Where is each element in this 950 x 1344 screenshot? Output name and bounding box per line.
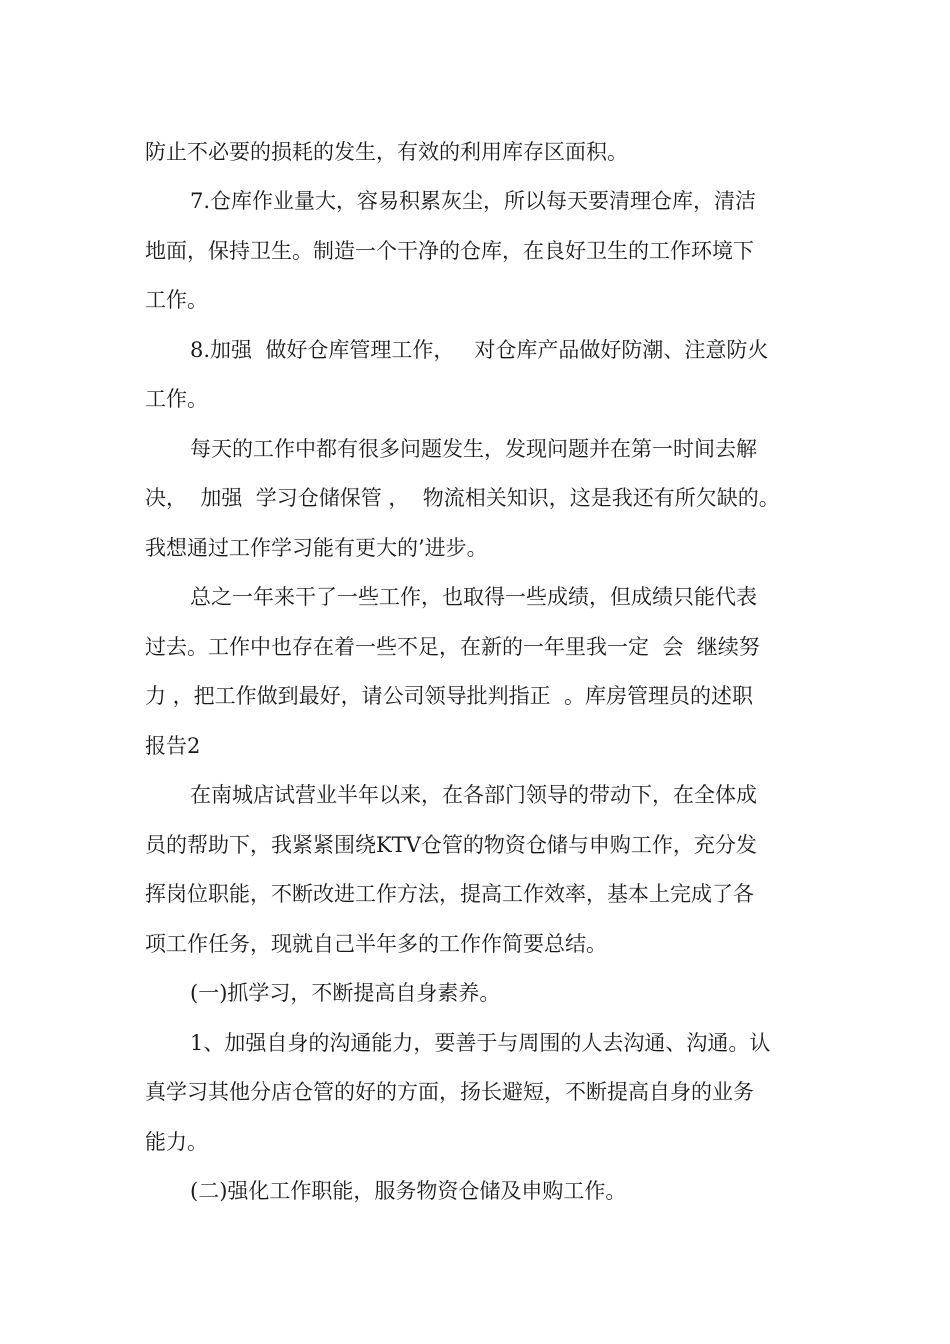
text-line: 报告2 xyxy=(145,734,201,758)
text-line: 过去。工作中也存在着一些不足，在新的一年里我一定 会 继续努 xyxy=(145,635,760,659)
text-line: 防止不必要的损耗的发生，有效的利用库存区面积。 xyxy=(145,140,628,164)
text-line: 项工作任务，现就自己半年多的工作作简要总结。 xyxy=(145,932,607,956)
text-line: 每天的工作中都有很多问题发生，发现问题并在第一时间去解 xyxy=(190,437,757,461)
text-line: 我想通过工作学习能有更大的’进步。 xyxy=(145,536,488,560)
text-line: 能力。 xyxy=(145,1130,208,1154)
text-line: 1、加强自身的沟通能力，要善于与周围的人去沟通、沟通。认 xyxy=(190,1031,771,1055)
text-line: 决， 加强 学习仓储保管 ， 物流相关知识，这是我还有所欠缺的。 xyxy=(145,486,780,510)
text-line: (一)抓学习，不断提高自身素养。 xyxy=(190,981,501,1005)
text-line: 7.仓库作业量大，容易积累灰尘，所以每天要清理仓库，清洁 xyxy=(190,189,757,213)
text-line: 总之一年来干了一些工作，也取得一些成绩，但成绩只能代表 xyxy=(190,585,757,609)
text-line: 力 ，把工作做到最好，请公司领导批判指正 。库房管理员的述职 xyxy=(145,684,754,708)
text-line: 在南城店试营业半年以来，在各部门领导的带动下，在全体成 xyxy=(190,783,757,807)
text-line: 工作。 xyxy=(145,387,208,411)
text-line: 工作。 xyxy=(145,288,208,312)
text-line: 真学习其他分店仓管的好的方面，扬长避短，不断提高自身的业务 xyxy=(145,1080,754,1104)
text-line: 地面，保持卫生。制造一个干净的仓库，在良好卫生的工作环境下 xyxy=(145,239,754,263)
text-line: 挥岗位职能，不断改进工作方法，提高工作效率，基本上完成了各 xyxy=(145,882,754,906)
text-line: 员的帮助下，我紧紧围绕KTV仓管的物资仓储与申购工作，充分发 xyxy=(145,833,757,857)
text-line: (二)强化工作职能，服务物资仓储及申购工作。 xyxy=(190,1179,627,1203)
text-line: 8.加强 做好仓库管理工作， 对仓库产品做好防潮、注意防火 xyxy=(190,338,769,362)
